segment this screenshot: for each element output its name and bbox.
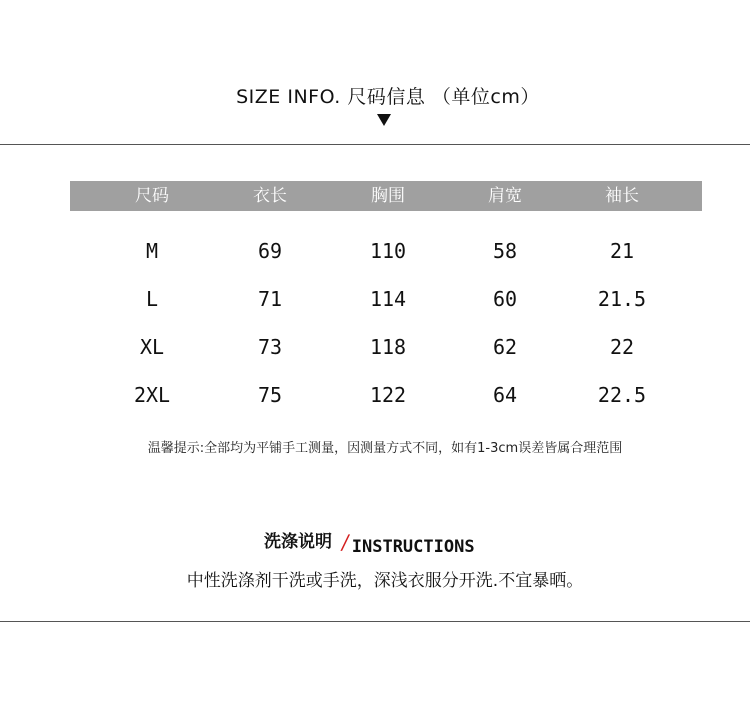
table-cell: 62 (492, 335, 518, 359)
table-cell: 69 (257, 239, 283, 263)
table-cell: 21.5 (597, 287, 647, 311)
table-cell: 118 (369, 335, 407, 359)
table-cell: 71 (257, 287, 283, 311)
table-cell: 114 (369, 287, 407, 311)
instructions-heading-cn: 洗涤说明 (264, 532, 332, 552)
table-cell: L (145, 287, 159, 311)
table-cell: 60 (492, 287, 518, 311)
table-cell: 64 (492, 383, 518, 407)
header-cell-size: 尺码 (135, 186, 169, 206)
table-cell: 110 (369, 239, 407, 263)
measurement-note: 温馨提示:全部均为平铺手工测量，因测量方式不同，如有1-3cm误差皆属合理范围 (147, 441, 623, 456)
wash-instructions-text: 中性洗涤剂干洗或手洗，深浅衣服分开洗.不宜暴晒。 (186, 571, 584, 591)
table-cell: 21 (609, 239, 635, 263)
table-cell: 58 (492, 239, 518, 263)
table-cell: 22.5 (597, 383, 647, 407)
bottom-divider (0, 621, 750, 622)
instructions-heading-en: INSTRUCTIONS (351, 537, 475, 557)
table-cell: XL (139, 335, 165, 359)
table-cell: 73 (257, 335, 283, 359)
table-cell: 122 (369, 383, 407, 407)
table-row (0, 231, 750, 271)
table-cell: M (145, 239, 159, 263)
instructions-heading (264, 528, 475, 556)
table-row (0, 279, 750, 319)
header-cell-chest: 胸围 (371, 186, 405, 206)
down-arrow-icon (377, 114, 391, 126)
table-cell: 22 (609, 335, 635, 359)
table-row (0, 375, 750, 415)
top-divider (0, 144, 750, 145)
table-cell: 2XL (133, 383, 171, 407)
instructions-slash: / (339, 530, 351, 554)
size-table-header (70, 181, 702, 211)
header-cell-sleeve: 袖长 (605, 186, 639, 206)
header-cell-shoulder: 肩宽 (488, 186, 522, 206)
table-row (0, 327, 750, 367)
header-cell-length: 衣长 (253, 186, 287, 206)
table-cell: 75 (257, 383, 283, 407)
page-title: SIZE INFO. 尺码信息 （单位cm） (236, 86, 540, 108)
